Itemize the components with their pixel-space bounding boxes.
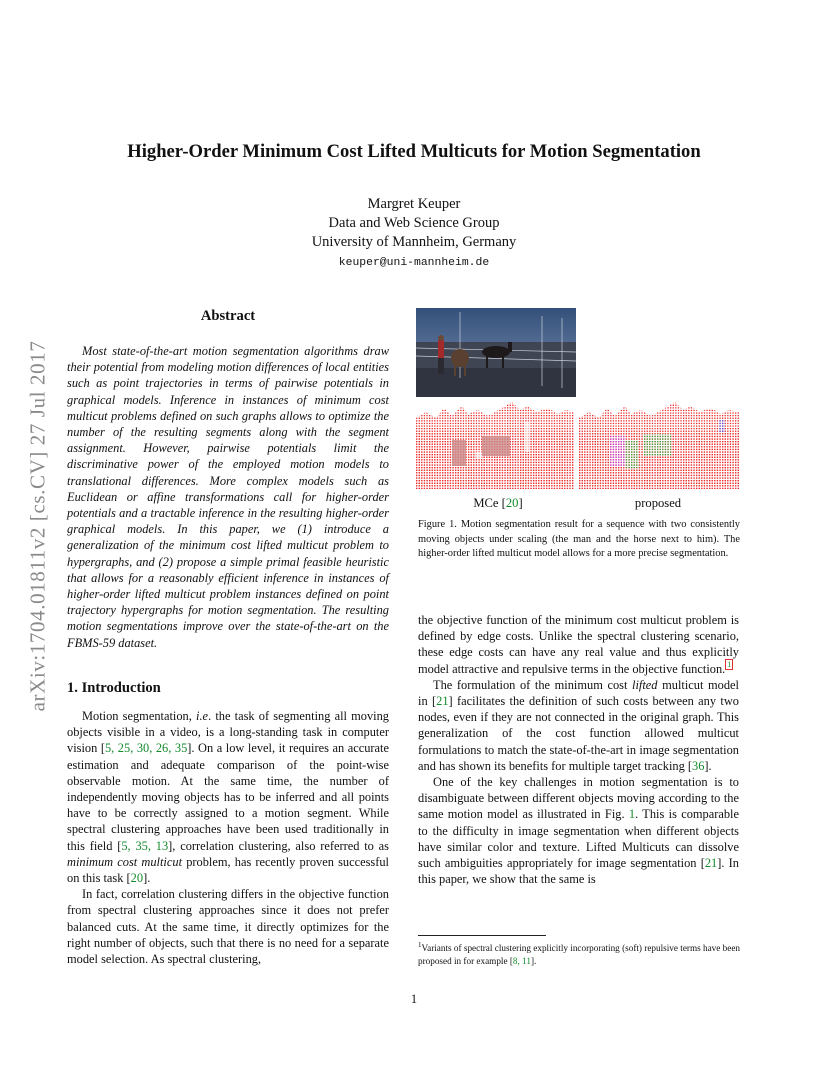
author-name: Margret Keuper [367,196,461,212]
abstract-paragraph: Most state-of-the-art motion segmentation algorithms draw their potential from modeling motion differences of local entities such as point trajectories in terms of pairwise potentials in graphical models. Inference in instances of minimum cost multicut problems defined on such graphs allows to optimize the number of the resulting segments along with the segment assignment. However, pairwise potentials limit the discriminative power of the employed motion models to translational differences. More complex models such as Euclidean or affine transformations call for higher-order potentials and a tractable inference in the resulting higher-order graphical models. In this paper, we (1) introduce a generalization of the minimum cost lifted multicut problem to hypergraphs, and (2) propose a simple primal feasible heuristic that allows for a reasonably efficient inference in instances of higher-order lifted multicut problem instances defined on point trajectory hypergraphs for motion segmentation. The resulting motion segmentations improve over the state-of-the-art on the FBMS-59 dataset. [67,344,389,650]
arxiv-stamp: arXiv:1704.01811v2 [cs.CV] 27 Jul 2017 [25,340,50,712]
citation-link[interactable]: 8, 11 [512,956,531,967]
citation-link[interactable]: 20 [130,871,144,886]
author-email: keuper@uni-mannheim.de [338,257,490,269]
citation-link[interactable]: 21 [436,694,449,709]
citation-link[interactable]: 5, 25, 30, 26, 35 [104,741,188,756]
citation-link[interactable]: 20 [505,496,519,510]
paper-title: Higher-Order Minimum Cost Lifted Multicuts for Motion Segmentation [127,141,701,162]
figure-segmentation-mce [416,402,574,489]
intro-text [67,708,389,967]
page-number: 1 [410,992,418,1006]
author-university: University of Mannheim, Germany [311,234,517,250]
figure-label-proposed: proposed [634,496,682,510]
citation-link[interactable]: 5, 35, 13 [121,838,169,853]
citation-link[interactable]: 36 [692,758,705,773]
right-paragraph-2: The formulation of the minimum cost lifted multicut model in [21] facilitates the definition of such costs between any two nodes, even if they are not connected in the original graph. This generalization of the cost function allowed multicut formulations to match the state-of-the-art in image segmentation and has shown its benefits for multiple target tracking [36]. [418,677,739,773]
footnote-ref[interactable]: 1 [727,660,732,670]
right-column-text [418,612,739,887]
footnote: $^1$Variants of spectral clustering explicitly incorporating (soft) repulsive terms have been proposed in for example [8, 11]. [418,941,740,967]
intro-paragraph-2: In fact, correlation clustering differs in the objective function from spectral clustering approaches since it does not prefer balanced cuts. At the same time, it directly optimizes for the right number of objects, such that there is no need for a separate model selection. As spectral clustering, [67,887,389,967]
author-group: Data and Web Science Group [328,215,500,231]
abstract-heading: Abstract [200,308,256,324]
figure-label-mce: MCe [20] [473,496,523,510]
abstract-text [67,343,389,651]
intro-paragraph-1: Motion segmentation, i.e. the task of segmenting all moving objects visible in a video, is a long-standing task in computer vision [5, 25, 30, 26, 35]. On a low level, it requires an accurate estimation and adequate comparison of the point-wise observable motion. At the same time, the number of independently moving objects has to be inferred and all points have to be correctly assigned to a motion segment. While spectral clustering approaches have been used traditionally in this field [5, 35, 13], correlation clustering, also referred to as minimum cost multicut problem, has recently proven successful on this task [20]. [67,709,389,886]
figure-segmentation-proposed [579,402,739,489]
right-paragraph-3: One of the key challenges in motion segmentation is to disambiguate between different objects moving according to the same motion model as illustrated in Fig. 1. This is comparable to the difficulty in image segmentation when different objects have similar color and texture. Lifted Multicuts can dissolve such ambiguities appropriately for image segmentation [21]. In this paper, we show that the same is [418,775,739,887]
footnote-divider [418,935,546,936]
right-paragraph-1: the objective function of the minimum cost multicut problem is defined by edge costs. Unlike the spectral clustering scenario, these edge costs can have any real value and thus explicitly model attractive and repulsive terms in the objective function. $^1$ [418,613,739,676]
citation-link[interactable]: 1 [628,807,636,822]
citation-link[interactable]: 21 [704,856,718,871]
intro-heading: 1. Introduction [67,680,161,696]
figure-caption: Figure 1. Motion segmentation result for a sequence with two consistently moving objects under scaling (the man and the horse next to him). The higher-order lifted multicut model allows for a more precise segmentation. [418,519,740,560]
figure-photo [416,308,576,397]
